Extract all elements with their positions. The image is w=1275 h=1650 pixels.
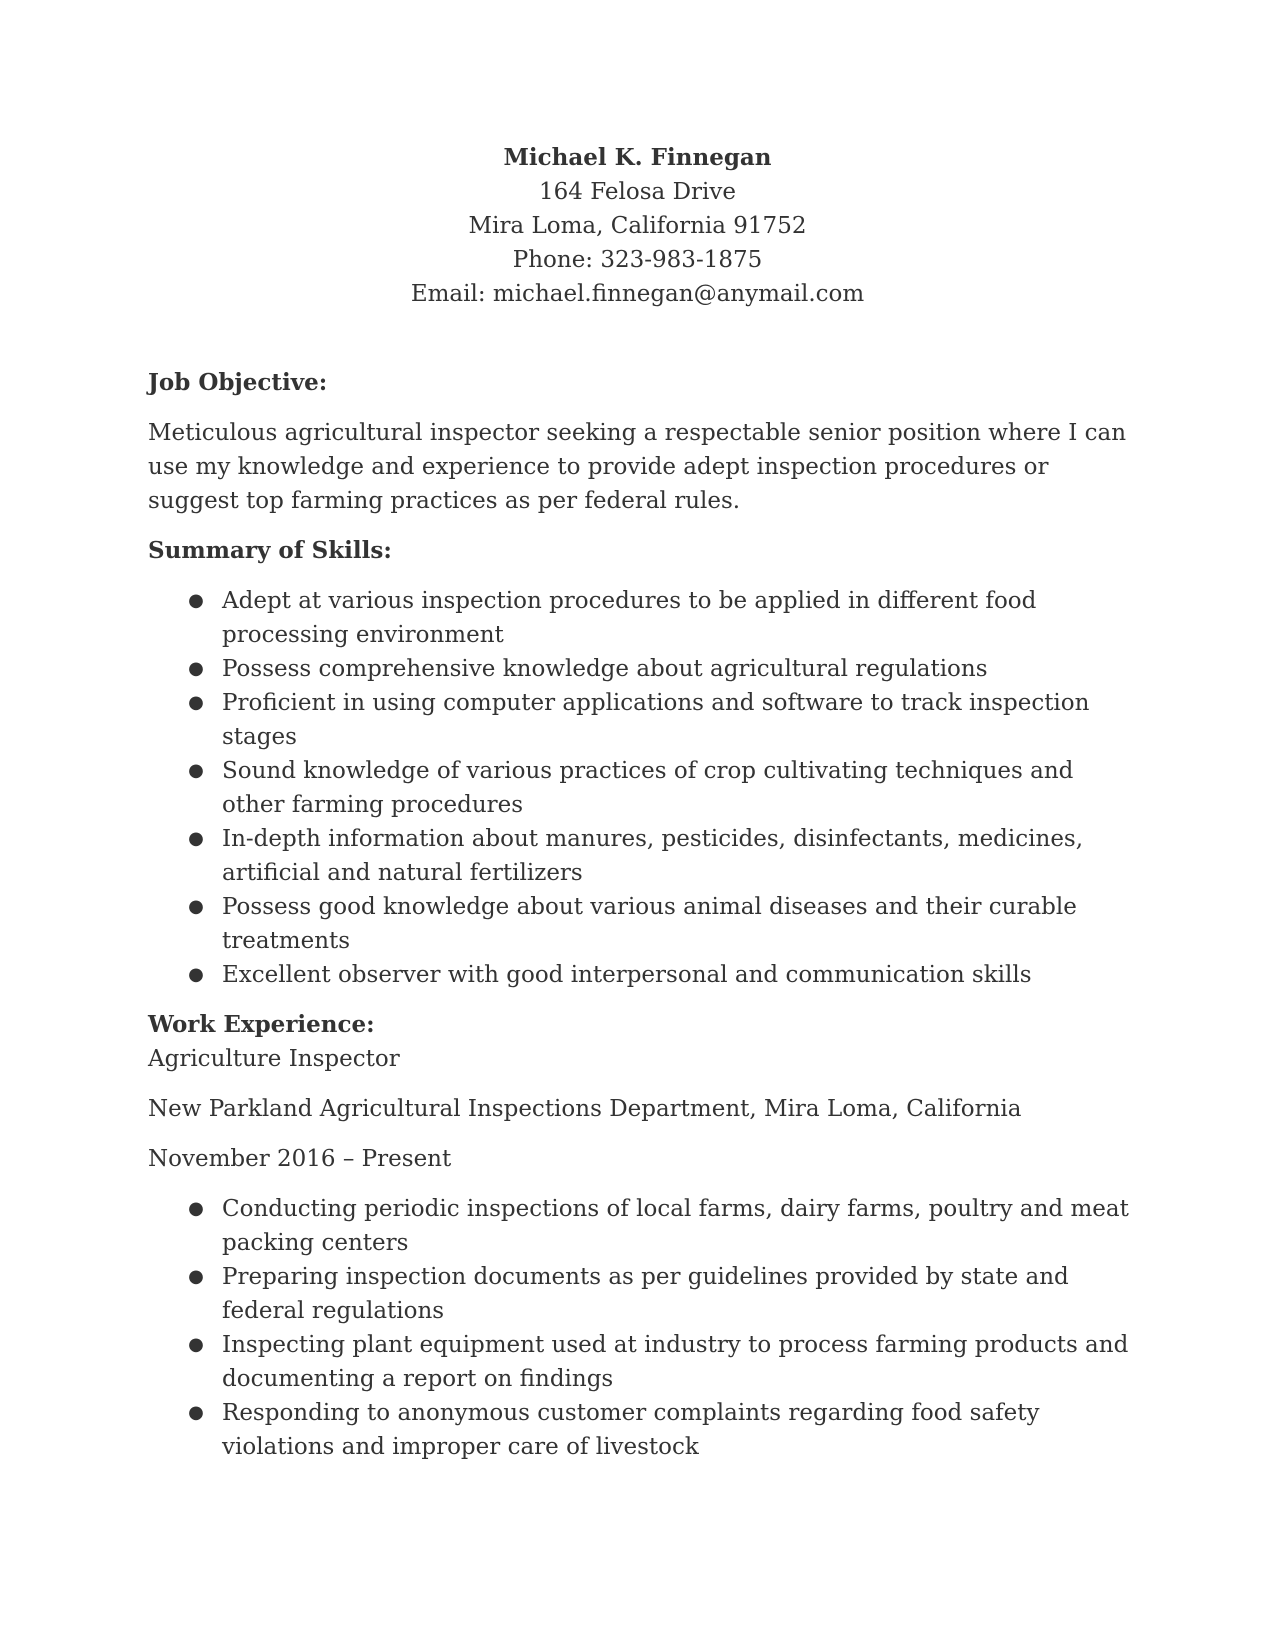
skills-section	[148, 534, 1138, 992]
objective-heading: Job Objective:	[148, 369, 328, 396]
address-line-1: 164 Felosa Drive	[539, 179, 736, 205]
list-item	[148, 958, 1138, 992]
job-title: Agriculture Inspector	[148, 1046, 400, 1072]
list-item	[148, 1328, 1138, 1396]
skill-text: Excellent observer with good interpersonal and communication skills	[222, 962, 1032, 988]
phone-line: Phone: 323-983-1875	[512, 247, 763, 273]
bullet-icon: ●	[188, 1402, 204, 1423]
employer-line: New Parkland Agricultural Inspections Department, Mira Loma, California	[148, 1096, 1022, 1122]
list-item	[148, 584, 1138, 652]
list-item	[148, 754, 1138, 822]
candidate-name: Michael K. Finnegan	[503, 144, 772, 171]
duty-text: Conducting periodic inspections of local farms, dairy farms, poultry and meat packing centers	[222, 1196, 1129, 1256]
list-item	[148, 890, 1138, 958]
bullet-icon: ●	[188, 692, 204, 713]
bullet-icon: ●	[188, 590, 204, 611]
bullet-icon: ●	[188, 896, 204, 917]
contact-header	[0, 141, 1275, 311]
objective-section	[148, 366, 1138, 518]
experience-section	[148, 1008, 1138, 1464]
list-item	[148, 1192, 1138, 1260]
bullet-icon: ●	[188, 828, 204, 849]
skill-text: In-depth information about manures, pesticides, disinfectants, medicines, artificial and natural fertilizers	[222, 826, 1084, 886]
skill-text: Adept at various inspection procedures to be applied in different food processing environment	[222, 588, 1037, 648]
resume-body	[148, 366, 1138, 1464]
duty-text: Inspecting plant equipment used at industry to process farming products and documenting a report on findings	[222, 1332, 1129, 1392]
skills-heading: Summary of Skills:	[148, 537, 392, 564]
bullet-icon: ●	[188, 658, 204, 679]
bullet-icon: ●	[188, 1198, 204, 1219]
list-item	[148, 1396, 1138, 1464]
list-item	[148, 1260, 1138, 1328]
duty-text: Responding to anonymous customer complaints regarding food safety violations and improper care of livestock	[222, 1400, 1040, 1460]
bullet-icon: ●	[188, 1266, 204, 1287]
email-line: Email: michael.finnegan@anymail.com	[410, 281, 865, 307]
experience-heading: Work Experience:	[148, 1011, 375, 1038]
address-line-2: Mira Loma, California 91752	[468, 213, 807, 239]
skills-list	[148, 584, 1138, 992]
employment-dates: November 2016 – Present	[148, 1146, 452, 1172]
objective-text: Meticulous agricultural inspector seeking a respectable senior position where I can use my knowledge and experience to provide adept inspection procedures or suggest top farming practices as per federal rules.	[148, 420, 1127, 514]
skill-text: Proficient in using computer applications and software to track inspection stages	[222, 690, 1090, 750]
skill-text: Sound knowledge of various practices of crop cultivating techniques and other farming procedures	[222, 758, 1074, 818]
list-item	[148, 652, 1138, 686]
skill-text: Possess good knowledge about various animal diseases and their curable treatments	[222, 894, 1077, 954]
list-item	[148, 686, 1138, 754]
bullet-icon: ●	[188, 1334, 204, 1355]
bullet-icon: ●	[188, 760, 204, 781]
duties-list	[148, 1192, 1138, 1464]
skill-text: Possess comprehensive knowledge about agricultural regulations	[222, 656, 988, 682]
bullet-icon: ●	[188, 964, 204, 985]
list-item	[148, 822, 1138, 890]
duty-text: Preparing inspection documents as per guidelines provided by state and federal regulations	[222, 1264, 1069, 1324]
